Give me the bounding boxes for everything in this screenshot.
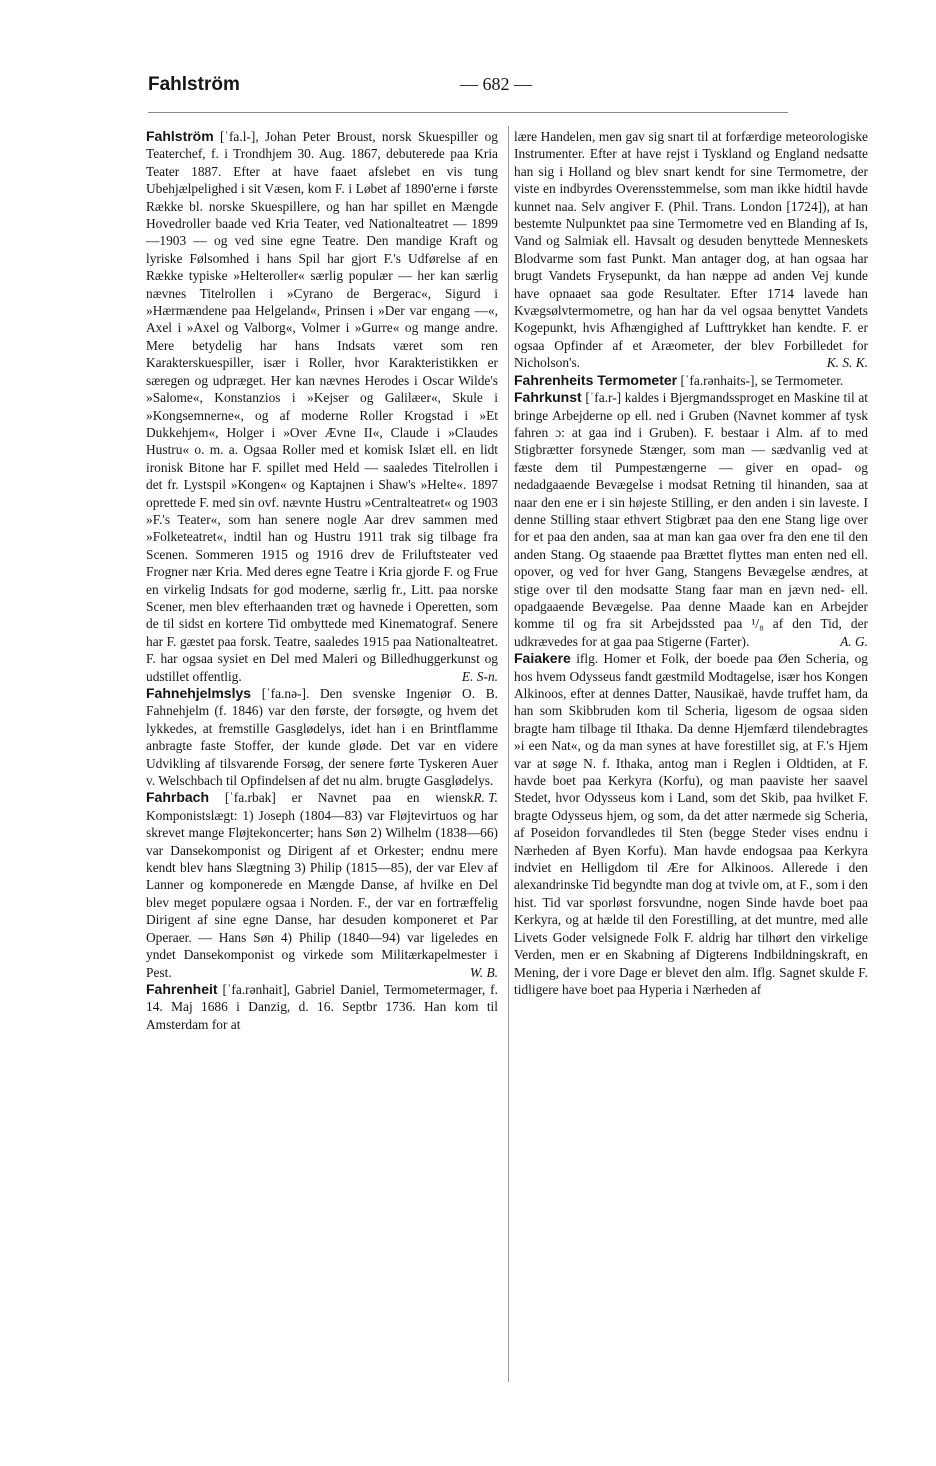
entry-body: [ˈfa.l-], Johan Peter Broust, norsk Skuespiller og Teaterchef, f. i Trondhjem 30. Aug. 1867, debuterede paa Kria Teater 1887. Efter at have faaet afslebet en vis tung Ubehjælpelighed i sit Væsen, kom F. i Løbet af 1890'erne i første Række bl. norske Skuespillere, og han har spillet en Mængde Hovedroller baade ved Kria Teater, ved Nationalteatret — 1899—1903 — og ved sine egne Teatre. Den mandige Kraft og lyriske Følsomhed i hans Spil har gjort F.'s Udførelse af en Række typiske »Helteroller« særlig populær — her kan særlig nævnes Titelrollen i »Cyrano de Bergerac«, Sigurd i »Hærmændene paa Helgeland«, Prinsen i »Der var engang —«, Axel i »Axel og Valborg«, Volmer i »Gurre« og mange andre. Mere betydelig har hans Indsats været som ren Karakterskuespiller, især i Roller, hvor Karakteristikken er særegen og udpræget. Her kan nævnes Herodes i Oscar Wilde's »Salome«, Konstanzios i »Kejser og Galilæer«, Skule i »Kongsemnerne«, og af moderne Roller Krogstad i »Et Dukkehjem«, Holger i »Over Ævne II«, Claude i »Claudes Hustru« o. m. a. Ogsaa Roller med et komisk Islæt ell. en lidt ironisk Bitone har F. spillet med Held — saaledes Titelrollen i det fr. Lystspil »Kongen« og Kaptajnen i Shaw's »Helte«. 1897 oprettede F. med sin ovf. nævnte Hustru »Centralteatret« og 1903 »F.'s Teater«, som han senere nogle Aar drev sammen med »Folketeatret«, indtil han og Hustru 1911 trak sig tilbage fra Scenen. Sommeren 1915 og 1916 drev de Friluftsteater ved Frogner nær Kria. Med deres egne Teatre i Kria gjorde F. og Frue en virkelig Indsats for god moderne, særlig fr., Litt. paa norske Scener, men blev efterhaanden træt og havnede i Operetten, som de til sidst en kortere Tid ombyttede med Kinematograf. Senere har F. gæstet paa forsk. Teatre, saaledes 1915 paa Nationalteatret. F. har ogsaa sysiet en Del med Maleri og Billedhuggerkunst og udstillet offentlig.	[146, 129, 498, 684]
entry-fahrkunst	[514, 389, 868, 650]
entry-faiakere	[514, 650, 868, 998]
entry-signature: R. T.	[473, 790, 498, 806]
column-divider	[508, 126, 509, 1382]
entry-signature: K. S. K.	[826, 355, 868, 371]
entry-headword: Fahrenheits Termometer	[514, 371, 678, 388]
entry-body: lære Handelen, men gav sig snart til at forfærdige meteorologiske Instrumenter. Efter at have rejst i Tyskland og England nedsatte han sig i Holland og blev snart kendt for sine Termometre, der viste en indbyrdes Overensstemmelse, som man ikke hidtil havde kunnet naa. Selv angiver F. (Phil. Trans. London [1724]), at han bestemte Nulpunktet paa sine Termometre ved en Blanding af Is, Vand og Salmiak ell. Havsalt og desuden benyttede Menneskets Blodvarme som fast Punkt. Man antager dog, at han ogsaa har brugt Vandets Frysepunkt, da han næppe ad anden Vej kunde have opnaaet saa gode Resultater. Efter 1714 lavede han Kvægsølvtermometre, og han har da vel ogsaa benyttet Vandets Kogepunkt, hvis Afhængighed af Lufttrykket han kendte. F. er ogsaa Opfinder af et Aræometer, der blev Forbilledet for Nicholson's.	[514, 129, 868, 371]
running-head: Fahlström	[148, 74, 240, 95]
entry-fahrbach	[146, 789, 498, 980]
header-rule	[148, 112, 788, 113]
entry-signature: W. B.	[469, 964, 498, 980]
entry-body: [ˈfa.rbak] er Navnet paa en wiensk Komponistslægt: 1) Joseph (1804—83) var Fløjtevirtuos og har skrevet mange Fløjtekoncerter; hans Søn 2) Wilhelm (1838—66) var Dansekomponist og Dirigent af et Orkester; endnu mere kendt blev hans Slægtning 3) Philip (1815—85), der var Elev af Lanner og komponerede en Mængde Danse, af hvilke en Del blev meget populære ogsaa i Norden. F., der var en fortræffelig Dirigent af sine egne Danse, har desuden komponeret et Par Operaer. — Hans Søn 4) Philip (1840—94) var ligeledes en yndet Dansekomponist og virkede som Militærkapelmester i Pest.	[146, 790, 498, 980]
entry-headword: Fahrbach	[146, 789, 210, 806]
entry-headword: Fahnehjelmslys	[146, 685, 252, 701]
right-column	[514, 128, 868, 998]
entry-fahrenheits-termometer	[514, 372, 868, 389]
entry-headword: Fahrenheit	[146, 980, 218, 997]
entry-body: iflg. Homer et Folk, der boede paa Øen Scheria, og hos hvem Odysseus fandt gæstmild Modtagelse, især hos Kongen Alkinoos, efter at dennes Datter, Nausikaë, havde truffet ham, da han som Skibbruden kom til Scheria, ligesom de ogsaa siden bragte ham tilbage til Ithaka. Da denne Hjemfærd tilendebragtes »i een Nat«, og da man synes at have forestillet sig, at F.'s Hjem var at søge N. f. Ithaka, antog man i Reglen i Oldtiden, at F. havde boet paa Kerkyra (Korfu), og man paaviste her saavel Stedet, hvor Odysseus kom i Land, som det Skib, paa hvilket F. bragte Odysseus hjem, og som, da det atter nærmede sig Scheria, af Poseidon forvandledes til Sten (begge Steder vises endnu i Nærheden af Byen Korfu). Man havde endogsaa paa Kerkyra indviet en Helligdom til Ære for Alkinoos. Allerede i den alexandrinske Tid begyndte man dog at tvivle om, at F., som i den hist. Tid var sporløst forsvundne, nogen Sinde havde boet paa Kerkyra, og at hælde til den Forestilling, at det muntre, med alle Livets Goder velsignede Folk F. aldrig har tilhørt den virkelige Verden, men er en Skabning af Digterens Indbildningskraft, en Mening, der i vore Dage er blevet den alm. Iflg. Sagnet skulde F. tidligere have boet paa Hyperia i Nærheden af	[514, 651, 868, 997]
entry-fahrenheit	[146, 981, 498, 1033]
entry-headword: Faiakere	[514, 650, 571, 667]
entry-body: [ˈfa.rənhait], Gabriel Daniel, Termometermager, f. 14. Maj 1686 i Danzig, d. 16. Septbr 1736. Han kom til Amsterdam for at	[146, 981, 498, 1032]
entry-fahlstrom	[146, 128, 498, 685]
page-header	[148, 74, 788, 104]
entry-headword: Fahlström	[146, 128, 214, 144]
page-number: — 682 —	[460, 74, 532, 94]
entry-fahrenheit-continued	[514, 128, 868, 372]
entry-body: [ˈfa.rənhaits-], se Termometer.	[680, 372, 844, 388]
entry-body: [ˈfa.nə-]. Den svenske Ingeniør O. B. Fahnehjelm (f. 1846) var den første, der forsøgte, og hvem det lykkedes, at fremstille Gasglødelys, idet han i en Brintflamme anbragte faste Stoffer, der kunde gløde. Det var en videre Udvikling af tilsvarende Forsøg, der senere førte Tyskeren Auer v. Welschbach til Opfindelsen af det nu alm. brugte Gasglødelys.	[146, 686, 498, 789]
entry-signature: E. S-n.	[461, 668, 498, 684]
entry-body: [ˈfa.r-] kaldes i Bjergmandssproget en Maskine til at bringe Arbejderne op ell. ned i Gruben (Navnet kommer af tysk fahren ɔ: at gaa ind i Gruben). F. bestaar i Alm. af to med Stigbrætter forsynede Stænger, som man — sædvanlig ved at fæste dem til Pumpestængerne — giver en opad- og nedadgaaende Bevægelse i modsat Retning til hinanden, saa at naar den ene er i sin højeste Stilling, er den anden i sin laveste. I denne Stilling staar ethvert Stigbræt paa den ene Stang lige over for et paa den anden, saa at man kan gaa over fra den ene til den anden Stang. Og staaende paa Brættet flyttes man enten ned ell. opover, og ved for hver Gang, Stangens Bevægelse ændres, at stige over til den modsatte Stang faar man en jævn ned- ell. opadgaaende Bevægelse. Paa denne Maade kan en Arbejder komme til og fra sit Arbejdssted paa ¹/₈ af den Tid, der udkrævedes for at gaa paa Stigerne (Farter).	[514, 390, 868, 649]
entry-headword: Fahrkunst	[514, 389, 582, 406]
left-column	[146, 128, 498, 1033]
entry-signature: A. G.	[840, 633, 868, 649]
